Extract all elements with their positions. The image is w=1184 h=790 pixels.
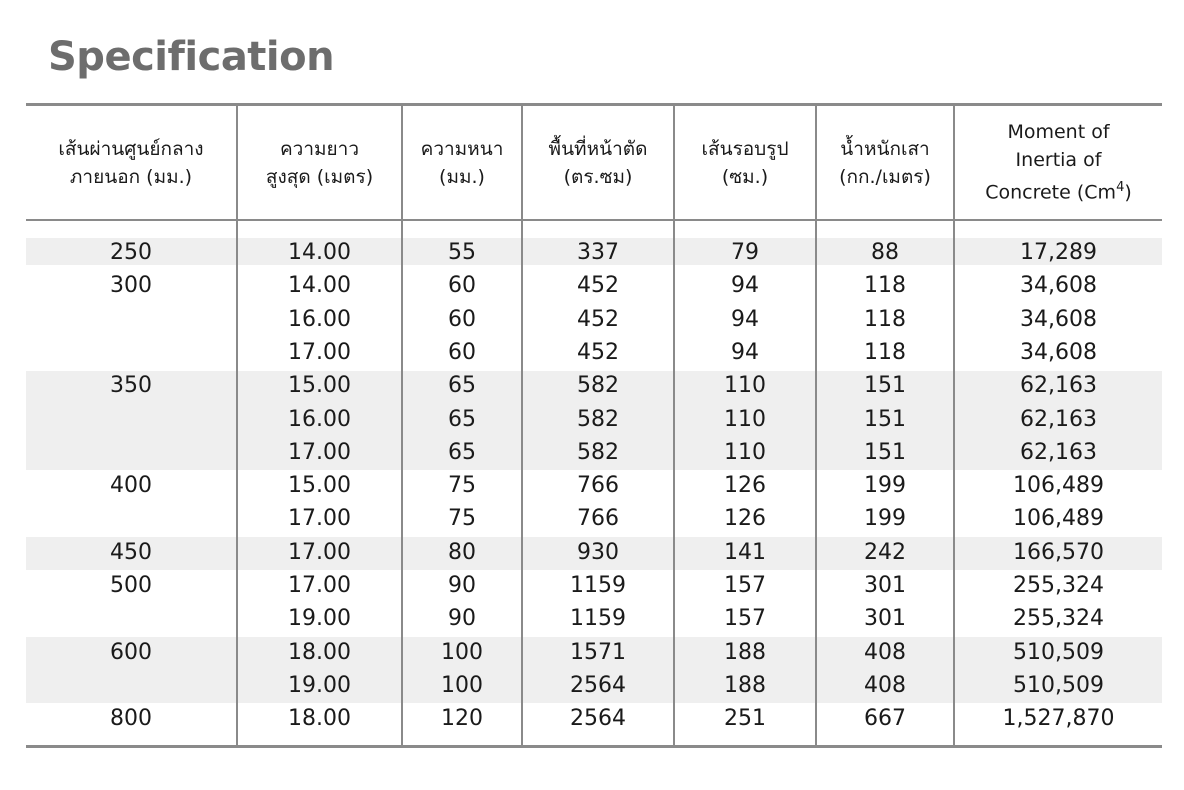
table-cell: 141 <box>724 539 766 565</box>
table-row <box>26 536 1162 569</box>
table-cell <box>26 669 236 702</box>
table-cell: 60 <box>448 339 476 365</box>
header-pile-weight: น้ำหนักเสา (กก./เมตร) <box>839 137 931 188</box>
table-row <box>26 636 1162 669</box>
header-moment-close: ) <box>1124 181 1132 204</box>
column-divider <box>521 103 523 747</box>
table-cell: 17.00 <box>288 573 351 598</box>
table-row <box>26 303 1162 336</box>
table-cell: 452 <box>577 339 619 365</box>
header-outer-diameter: เส้นผ่านศูนย์กลาง ภายนอก (มม.) <box>58 137 204 188</box>
table-row <box>26 669 1162 702</box>
table-cell: 65 <box>448 406 476 432</box>
table-cell: 126 <box>724 473 766 499</box>
table-cell: 582 <box>577 406 619 432</box>
table-row <box>26 702 1162 735</box>
table-cell: 100 <box>441 639 483 665</box>
table-row <box>26 602 1162 635</box>
column-divider <box>236 103 238 747</box>
table-cell: 118 <box>864 306 906 332</box>
table-cell: 120 <box>441 706 483 732</box>
column-divider <box>815 103 817 747</box>
table-cell: 88 <box>871 240 899 265</box>
table-cell: 2564 <box>570 672 626 698</box>
table-row <box>26 236 1162 269</box>
table-cell: 2564 <box>570 706 626 732</box>
table-cell: 75 <box>448 506 476 532</box>
table-cell: 766 <box>577 473 619 499</box>
table-header-rule <box>26 219 1162 221</box>
page-title: Specification <box>48 34 335 80</box>
header-moment-exponent: 4 <box>1116 180 1125 196</box>
table-cell: 75 <box>448 473 476 499</box>
table-bottom-rule <box>26 745 1162 748</box>
header-cross-section-area: พื้นที่หน้าตัด (ตร.ซม) <box>548 137 648 188</box>
table-cell: 100 <box>441 672 483 698</box>
table-cell: 337 <box>577 240 619 265</box>
table-cell: 255,324 <box>1013 573 1104 598</box>
table-cell: 151 <box>864 439 906 465</box>
table-cell: 34,608 <box>1020 339 1097 365</box>
table-row <box>26 502 1162 535</box>
table-cell: 62,163 <box>1020 373 1097 399</box>
table-cell: 18.00 <box>288 639 351 665</box>
column-divider <box>673 103 675 747</box>
table-cell: 14.00 <box>288 273 351 299</box>
table-cell: 1571 <box>570 639 626 665</box>
table-cell: 15.00 <box>288 373 351 399</box>
table-cell: 255,324 <box>1013 606 1104 632</box>
table-cell: 65 <box>448 373 476 399</box>
table-cell: 14.00 <box>288 240 351 265</box>
table-cell: 350 <box>110 373 152 399</box>
table-cell: 60 <box>448 306 476 332</box>
table-cell: 766 <box>577 506 619 532</box>
header-moment-of-inertia <box>955 106 1162 219</box>
table-cell: 1159 <box>570 573 626 598</box>
table-cell: 17.00 <box>288 506 351 532</box>
table-cell: 166,570 <box>1013 539 1104 565</box>
table-cell: 667 <box>864 706 906 732</box>
table-cell: 106,489 <box>1013 473 1104 499</box>
table-cell: 90 <box>448 606 476 632</box>
table-cell: 62,163 <box>1020 406 1097 432</box>
table-cell: 126 <box>724 506 766 532</box>
table-top-rule <box>26 103 1162 106</box>
table-row <box>26 436 1162 469</box>
header-thickness: ความหนา (มม.) <box>420 137 504 188</box>
table-cell: 188 <box>724 639 766 665</box>
table-cell: 17.00 <box>288 539 351 565</box>
table-cell: 110 <box>724 373 766 399</box>
table-row <box>26 369 1162 402</box>
table-cell: 62,163 <box>1020 439 1097 465</box>
column-divider <box>953 103 955 747</box>
header-moment-text: Moment of Inertia of Concrete (Cm <box>985 121 1117 204</box>
table-cell: 199 <box>864 473 906 499</box>
table-row <box>26 403 1162 436</box>
table-cell: 151 <box>864 373 906 399</box>
table-cell: 408 <box>864 672 906 698</box>
table-cell: 34,608 <box>1020 306 1097 332</box>
table-cell: 408 <box>864 639 906 665</box>
table-cell: 17,289 <box>1020 240 1097 265</box>
table-cell: 452 <box>577 273 619 299</box>
table-cell: 79 <box>731 240 759 265</box>
table-cell: 18.00 <box>288 706 351 732</box>
table-cell: 301 <box>864 606 906 632</box>
table-cell: 55 <box>448 240 476 265</box>
table-cell: 301 <box>864 573 906 598</box>
table-cell: 930 <box>577 539 619 565</box>
table-cell <box>26 336 236 369</box>
table-cell: 1,527,870 <box>1002 706 1115 732</box>
table-cell: 106,489 <box>1013 506 1104 532</box>
table-cell: 452 <box>577 306 619 332</box>
table-row <box>26 469 1162 502</box>
table-row <box>26 336 1162 369</box>
table-cell: 250 <box>110 240 152 265</box>
table-cell: 510,509 <box>1013 672 1104 698</box>
table-cell <box>26 502 236 535</box>
header-max-length: ความยาว สูงสุด (เมตร) <box>265 137 374 188</box>
table-cell: 157 <box>724 573 766 598</box>
table-row <box>26 269 1162 302</box>
table-cell: 110 <box>724 439 766 465</box>
table-cell: 500 <box>110 573 152 598</box>
table-cell: 15.00 <box>288 473 351 499</box>
table-cell: 582 <box>577 439 619 465</box>
table-cell: 188 <box>724 672 766 698</box>
table-cell: 199 <box>864 506 906 532</box>
table-cell: 157 <box>724 606 766 632</box>
table-row <box>26 569 1162 602</box>
table-cell: 60 <box>448 273 476 299</box>
table-cell: 17.00 <box>288 439 351 465</box>
table-cell: 19.00 <box>288 672 351 698</box>
table-cell: 16.00 <box>288 406 351 432</box>
column-divider <box>401 103 403 747</box>
table-cell: 94 <box>731 339 759 365</box>
table-cell: 300 <box>110 273 152 299</box>
table-cell: 80 <box>448 539 476 565</box>
table-cell: 400 <box>110 473 152 499</box>
table-cell: 251 <box>724 706 766 732</box>
table-cell: 65 <box>448 439 476 465</box>
table-cell: 94 <box>731 306 759 332</box>
table-cell <box>26 403 236 436</box>
table-cell <box>26 303 236 336</box>
table-cell <box>26 436 236 469</box>
header-perimeter: เส้นรอบรูป (ซม.) <box>701 137 789 188</box>
table-cell: 510,509 <box>1013 639 1104 665</box>
table-cell: 450 <box>110 539 152 565</box>
table-cell: 118 <box>864 273 906 299</box>
table-cell: 242 <box>864 539 906 565</box>
table-cell: 94 <box>731 273 759 299</box>
table-cell: 1159 <box>570 606 626 632</box>
table-cell: 582 <box>577 373 619 399</box>
table-cell: 118 <box>864 339 906 365</box>
table-cell <box>26 602 236 635</box>
table-cell: 151 <box>864 406 906 432</box>
table-cell: 17.00 <box>288 339 351 365</box>
table-cell: 90 <box>448 573 476 598</box>
table-cell: 19.00 <box>288 606 351 632</box>
table-cell: 110 <box>724 406 766 432</box>
table-cell: 600 <box>110 639 152 665</box>
table-cell: 34,608 <box>1020 273 1097 299</box>
table-cell: 800 <box>110 706 152 732</box>
table-cell: 16.00 <box>288 306 351 332</box>
